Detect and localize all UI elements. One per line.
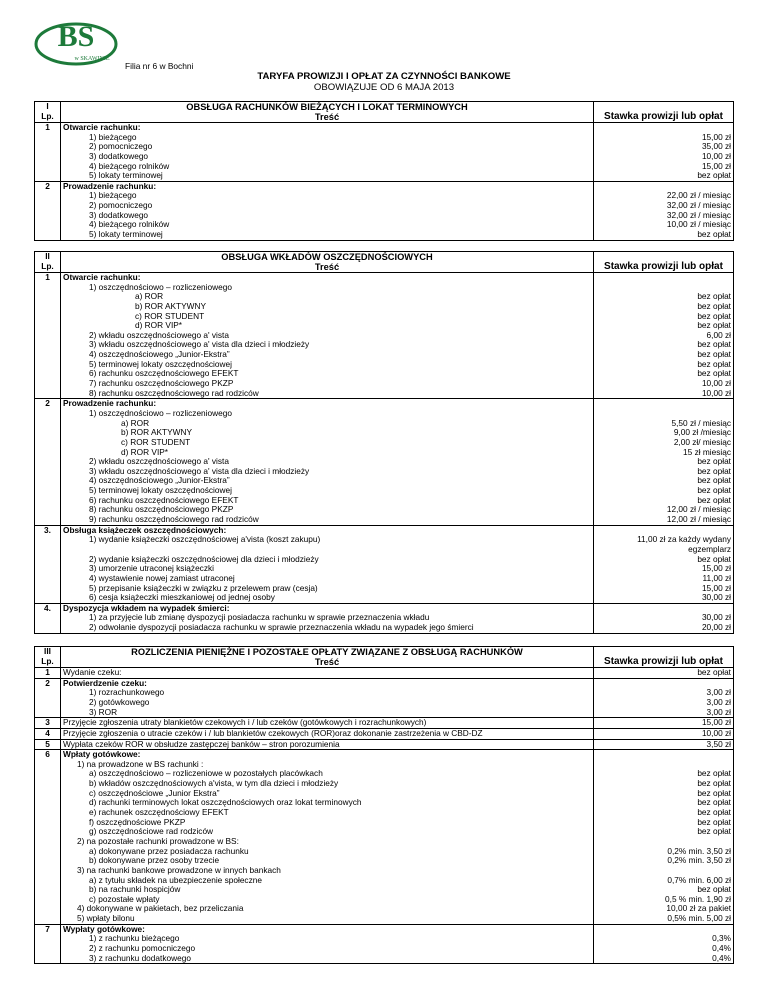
line-rate: 15,00 zł xyxy=(701,582,731,593)
section-title: OBSŁUGA WKŁADÓW OSZCZĘDNOŚCIOWYCH xyxy=(221,252,433,262)
line-rate: bez opłat xyxy=(697,475,731,486)
line-text: Przyjęcie zgłoszenia utraty blankietów czekowych i / lub czeków (gotówkowych i rozrachunkowych) xyxy=(63,717,427,728)
line-rate xyxy=(596,750,731,760)
line-rate: 3,00 zł xyxy=(706,687,731,698)
line-text: 4) bieżącego rolników xyxy=(89,160,170,171)
table-row xyxy=(35,525,734,603)
line-text: 6) rachunku oszczędnościowego EFEKT xyxy=(89,368,239,379)
line-text: d) ROR VIP* xyxy=(135,320,183,331)
line-text: 2) wydanie książeczki oszczędnościowej dla dzieci i młodzieży xyxy=(89,553,319,564)
line-rate: 6,00 zł xyxy=(706,329,731,340)
line-text: 1) za przyjęcie lub zmianę dyspozycji posiadacza rachunku w sprawie przeznaczenia wkładu xyxy=(89,612,430,623)
row-rates xyxy=(594,603,734,633)
row-rates xyxy=(594,123,734,182)
line-rate: 20,00 zł xyxy=(701,622,731,633)
row-content xyxy=(61,123,594,182)
row-number: 1 xyxy=(35,123,61,182)
line-text: Wypłata czeków ROR w obsłudze zastępczej banków – stron porozumienia xyxy=(63,739,340,749)
line-text: Dyspozycja wkładem na wypadek śmierci: xyxy=(63,603,230,613)
line-text: c) ROR STUDENT xyxy=(135,310,205,321)
section-title: ROZLICZENIA PIENIĘŻNE I POZOSTAŁE OPŁATY ZWIĄZANE Z OBSŁUGĄ RACHUNKÓW xyxy=(131,647,523,657)
line-text: 4) bieżącego rolników xyxy=(89,219,170,230)
table-row xyxy=(35,739,734,750)
line-rate: 22,00 zł / miesiąc xyxy=(666,190,731,201)
row-rates xyxy=(594,399,734,525)
line-rate: bez opłat xyxy=(697,884,731,895)
line-rate: 5,50 zł / miesiąc xyxy=(671,417,731,428)
section-1-table xyxy=(34,101,734,241)
line-rate: bez opłat xyxy=(697,778,731,789)
line-rate: bez opłat xyxy=(697,768,731,779)
line-text: c) ROR STUDENT xyxy=(121,436,191,447)
line-text: 3) ROR xyxy=(89,706,118,717)
line-rate: 10,00 zł / miesiąc xyxy=(666,219,731,230)
line-rate: bez opłat xyxy=(697,816,731,827)
line-text: 5) lokaty terminowej xyxy=(89,229,163,240)
line-text: Wpłaty gotówkowe: xyxy=(63,749,141,760)
section-number: I Lp. xyxy=(35,102,61,123)
row-content xyxy=(61,924,594,964)
row-content xyxy=(61,273,594,399)
line-rate: 15,00 zł xyxy=(701,563,731,574)
row-content xyxy=(61,603,594,633)
table-row xyxy=(35,750,734,925)
section-header xyxy=(61,647,594,668)
line-text: 9) rachunku oszczędnościowego rad rodziców xyxy=(89,514,259,525)
line-rate: bez opłat xyxy=(697,465,731,476)
line-text: Otwarcie rachunku: xyxy=(63,122,141,132)
line-rate: 0,4% xyxy=(712,952,731,963)
line-text: 2) odwołanie dyspozycji posiadacza rachunku w sprawie przeznaczenia wkładu na wypadek jego śmierci xyxy=(89,622,474,633)
line-text: a) oszczędnościowo – rozliczeniowe w pozostałych placówkach xyxy=(89,768,323,779)
line-rate: 12,00 zł / miesiąc xyxy=(666,514,731,525)
row-number: 3. xyxy=(35,525,61,603)
row-number: 4. xyxy=(35,603,61,633)
table-row xyxy=(35,603,734,633)
line-text: 5) lokaty terminowej xyxy=(89,170,163,181)
line-rate: bez opłat xyxy=(697,339,731,350)
line-text: 8) rachunku oszczędnościowego rad rodziców xyxy=(89,387,259,398)
line-text: 1) oszczędnościowo – rozliczeniowego xyxy=(89,407,232,418)
line-rate: bez opłat xyxy=(697,787,731,798)
line-text: 1) oszczędnościowo – rozliczeniowego xyxy=(89,281,232,292)
line-rate: 10,00 zł xyxy=(701,150,731,161)
row-number: 1 xyxy=(35,273,61,399)
line-text: 1) bieżącego xyxy=(89,190,137,201)
line-rate: bez opłat xyxy=(697,349,731,360)
line-rate: 0,3% xyxy=(712,933,731,944)
table-row xyxy=(35,399,734,525)
line-rate: 15 zł miesiąc xyxy=(683,446,731,457)
line-rate: 2,00 zł/ miesiąc xyxy=(673,436,731,447)
row-rates xyxy=(594,525,734,603)
document-subtitle: OBOWIĄZUJE OD 6 MAJA 2013 xyxy=(313,82,455,93)
line-rate: 10,00 zł za pakiet xyxy=(666,903,731,914)
line-text: 4) oszczędnościowego „Junior-Ekstra” xyxy=(89,349,230,360)
line-text: 1) wydanie książeczki oszczędnościowej a'vista (koszt zakupu) xyxy=(89,534,321,545)
table-row xyxy=(35,924,734,964)
line-text: g) oszczędnościowe rad rodziców xyxy=(89,826,214,837)
line-text: 8) rachunku oszczędnościowego PKZP xyxy=(89,504,234,515)
line-rate: 10,00 zł xyxy=(701,387,731,398)
column-header-rate: Stawka prowizji lub opłat xyxy=(594,102,734,123)
line-text: Wypłaty gotówkowe: xyxy=(63,924,145,934)
line-rate: 0,4% xyxy=(712,943,731,953)
line-text: 5) wpłaty bilonu xyxy=(77,913,135,924)
logo-subtext: w SKAWINIE xyxy=(74,56,110,62)
line-text: 3) wkładu oszczędnościowego a' vista dla dzieci i młodzieży xyxy=(89,339,310,350)
row-content xyxy=(61,525,594,603)
line-rate: bez opłat xyxy=(697,485,731,496)
row-number: 3 xyxy=(35,718,61,729)
row-number: 7 xyxy=(35,924,61,964)
line-text: c) pozostałe wpłaty xyxy=(89,893,160,904)
column-header-rate: Stawka prowizji lub opłat xyxy=(594,647,734,668)
line-rate: 0,2% min. 3,50 zł xyxy=(667,855,731,866)
document-title: TARYFA PROWIZJI I OPŁAT ZA CZYNNOŚCI BANKOWE xyxy=(257,71,511,82)
line-rate: bez opłat xyxy=(697,368,731,379)
row-number: 1 xyxy=(35,668,61,679)
table-row xyxy=(35,718,734,729)
line-text: d) rachunki terminowych lokat oszczędnościowych oraz lokat terminowych xyxy=(89,797,362,808)
line-text: 4) dokonywane w pakietach, bez przeliczania xyxy=(77,903,244,914)
line-text: 1) rozrachunkowego xyxy=(89,687,165,698)
row-rates xyxy=(594,273,734,399)
line-text: 2) wkładu oszczędnościowego a' vista xyxy=(89,329,229,340)
row-rates xyxy=(594,739,734,750)
line-text: 2) pomocniczego xyxy=(89,141,153,152)
line-rate: 32,00 zł / miesiąc xyxy=(666,200,731,211)
row-content xyxy=(61,668,594,679)
table-row xyxy=(35,668,734,679)
line-rate: bez opłat xyxy=(697,229,731,240)
line-rate xyxy=(596,273,731,283)
line-text: f) oszczędnościowe PKZP xyxy=(89,816,186,827)
line-rate: 15,00 zł xyxy=(701,131,731,142)
column-header-rate: Stawka prowizji lub opłat xyxy=(594,252,734,273)
line-rate: 0,2% min. 3,50 zł xyxy=(667,845,731,856)
line-text: 5) terminowej lokaty oszczędnościowej xyxy=(89,485,232,496)
row-rates xyxy=(594,750,734,925)
row-number: 6 xyxy=(35,750,61,925)
line-rate: bez opłat xyxy=(697,494,731,505)
row-content xyxy=(61,399,594,525)
line-text: 3) umorzenie utraconej książeczki xyxy=(89,563,214,574)
line-rate: 0,7% min. 6,00 zł xyxy=(667,874,731,885)
line-text: e) rachunek oszczędnościowy EFEKT xyxy=(89,807,229,818)
line-text: 5) terminowej lokaty oszczędnościowej xyxy=(89,358,232,369)
line-text: 2) wkładu oszczędnościowego a' vista xyxy=(89,456,229,467)
row-number: 2 xyxy=(35,181,61,240)
section-header xyxy=(61,252,594,273)
line-text: b) wkładów oszczędnościowych a'vista, w tym dla dzieci i młodzieży xyxy=(89,778,339,789)
table-row xyxy=(35,123,734,182)
line-text: a) ROR xyxy=(135,291,164,302)
line-text: 7) rachunku oszczędnościowego PKZP xyxy=(89,378,234,389)
line-text: 3) z rachunku dodatkowego xyxy=(89,952,191,963)
line-text: Wydanie czeku: xyxy=(63,667,122,677)
line-rate xyxy=(596,399,731,409)
section-2-table xyxy=(34,251,734,634)
line-rate: 3,50 zł xyxy=(706,739,731,749)
line-text: a) z tytułu składek na ubezpieczenie społeczne xyxy=(89,874,262,885)
row-rates xyxy=(594,668,734,679)
line-rate: 10,00 zł xyxy=(701,378,731,389)
line-rate: 30,00 zł xyxy=(701,612,731,623)
row-content xyxy=(61,750,594,925)
line-rate: 0,5% min. 5,00 zł xyxy=(667,913,731,924)
section-number: II Lp. xyxy=(35,252,61,273)
row-content xyxy=(61,181,594,240)
row-number: 2 xyxy=(35,399,61,525)
line-text: 2) gotówkowego xyxy=(89,696,150,707)
line-text: Przyjęcie zgłoszenia o utracie czeków i / lub blankietów czekowych (ROR)oraz dokonanie zastrzeżenia w CBD-DZ xyxy=(63,728,483,738)
line-rate: 10,00 zł xyxy=(701,728,731,738)
row-rates xyxy=(594,181,734,240)
line-text: 1) z rachunku bieżącego xyxy=(89,933,180,944)
line-rate: bez opłat xyxy=(697,310,731,321)
line-rate: 0,5 % min. 1,90 zł xyxy=(665,893,731,904)
line-rate: 9,00 zł /miesiąc xyxy=(673,427,731,438)
line-text: 3) dodatkowego xyxy=(89,209,149,220)
line-text: a) ROR xyxy=(121,417,150,428)
row-rates xyxy=(594,728,734,739)
line-rate: bez opłat xyxy=(697,170,731,181)
line-rate: 35,00 zł xyxy=(701,141,731,152)
section-header xyxy=(61,102,594,123)
table-row xyxy=(35,273,734,399)
line-rate: bez opłat xyxy=(697,797,731,808)
line-rate: 15,00 zł xyxy=(701,717,731,728)
line-rate: 3,00 zł xyxy=(706,696,731,707)
line-rate: egzemplarz xyxy=(688,543,731,554)
line-text: 1) na prowadzone w BS rachunki : xyxy=(77,758,204,769)
section-3-table xyxy=(34,646,734,964)
line-rate: bez opłat xyxy=(697,358,731,369)
line-text: 1) bieżącego xyxy=(89,131,137,142)
row-content xyxy=(61,739,594,750)
line-text: 2) z rachunku pomocniczego xyxy=(89,943,196,953)
bank-logo xyxy=(34,10,118,68)
table-row xyxy=(35,678,734,718)
line-rate: 30,00 zł xyxy=(701,592,731,603)
line-text: Prowadzenie rachunku: xyxy=(63,181,157,191)
line-text: b) ROR AKTYWNY xyxy=(121,427,192,438)
column-header-tresc: Treść xyxy=(314,657,340,667)
line-rate: bez opłat xyxy=(697,291,731,302)
line-text: 6) cesja książeczki mieszkaniowej od jednej osoby xyxy=(89,592,275,603)
line-text: Prowadzenie rachunku: xyxy=(63,398,157,409)
line-text: b) na rachunki hospicjów xyxy=(89,884,181,895)
line-text: Obsługa książeczek oszczędnościowych: xyxy=(63,525,227,535)
row-number: 4 xyxy=(35,728,61,739)
line-text: 4) wystawienie nowej zamiast utraconej xyxy=(89,572,235,583)
line-text: Otwarcie rachunku: xyxy=(63,272,141,282)
line-rate: bez opłat xyxy=(697,553,731,564)
line-text: Potwierdzenie czeku: xyxy=(63,678,147,688)
line-rate: bez opłat xyxy=(697,667,731,677)
line-text: 4) oszczędnościowego „Junior-Ekstra” xyxy=(89,475,230,486)
line-text: d) ROR VIP* xyxy=(121,446,169,457)
line-text: 3) dodatkowego xyxy=(89,150,149,161)
line-rate: 32,00 zł / miesiąc xyxy=(666,209,731,220)
line-text: b) ROR AKTYWNY xyxy=(135,300,206,311)
line-text: 5) przepisanie książeczki w związku z przelewem praw (cesja) xyxy=(89,582,318,593)
section-title: OBSŁUGA RACHUNKÓW BIEŻĄCYCH I LOKAT TERMINOWYCH xyxy=(186,102,468,112)
section-number: III Lp. xyxy=(35,647,61,668)
line-rate: bez opłat xyxy=(697,456,731,467)
line-rate xyxy=(596,925,731,935)
row-number: 5 xyxy=(35,739,61,750)
line-text: 3) wkładu oszczędnościowego a' vista dla dzieci i młodzieży xyxy=(89,465,310,476)
line-rate: 12,00 zł / miesiąc xyxy=(666,504,731,515)
logo-letters: BS xyxy=(57,20,95,53)
line-rate: 15,00 zł xyxy=(701,160,731,171)
line-rate: 3,00 zł xyxy=(706,706,731,717)
line-rate: 11,00 zł za każdy wydany xyxy=(637,534,731,545)
row-content xyxy=(61,678,594,718)
line-rate: 11,00 zł xyxy=(702,572,731,583)
line-text: a) dokonywane przez posiadacza rachunku xyxy=(89,845,249,856)
row-rates xyxy=(594,678,734,718)
line-text: b) dokonywane przez osoby trzecie xyxy=(89,855,220,866)
line-rate: bez opłat xyxy=(697,320,731,331)
line-text: c) oszczędnościowe „Junior Ekstra” xyxy=(89,787,220,798)
table-row xyxy=(35,728,734,739)
row-content xyxy=(61,728,594,739)
line-text: 2) na pozostałe rachunki prowadzone w BS: xyxy=(77,835,239,846)
line-rate: bez opłat xyxy=(697,826,731,837)
column-header-tresc: Treść xyxy=(314,112,340,122)
row-rates xyxy=(594,924,734,964)
row-content xyxy=(61,718,594,729)
line-text: 3) na rachunki bankowe prowadzone w innych bankach xyxy=(77,864,281,875)
line-text: 6) rachunku oszczędnościowego EFEKT xyxy=(89,494,239,505)
line-text: 2) pomocniczego xyxy=(89,200,153,211)
table-row xyxy=(35,181,734,240)
branch-name: Filia nr 6 w Bochni xyxy=(125,61,194,71)
row-rates xyxy=(594,718,734,729)
line-rate: bez opłat xyxy=(697,807,731,818)
line-rate: bez opłat xyxy=(697,300,731,311)
column-header-tresc: Treść xyxy=(314,262,340,272)
row-number: 2 xyxy=(35,678,61,718)
